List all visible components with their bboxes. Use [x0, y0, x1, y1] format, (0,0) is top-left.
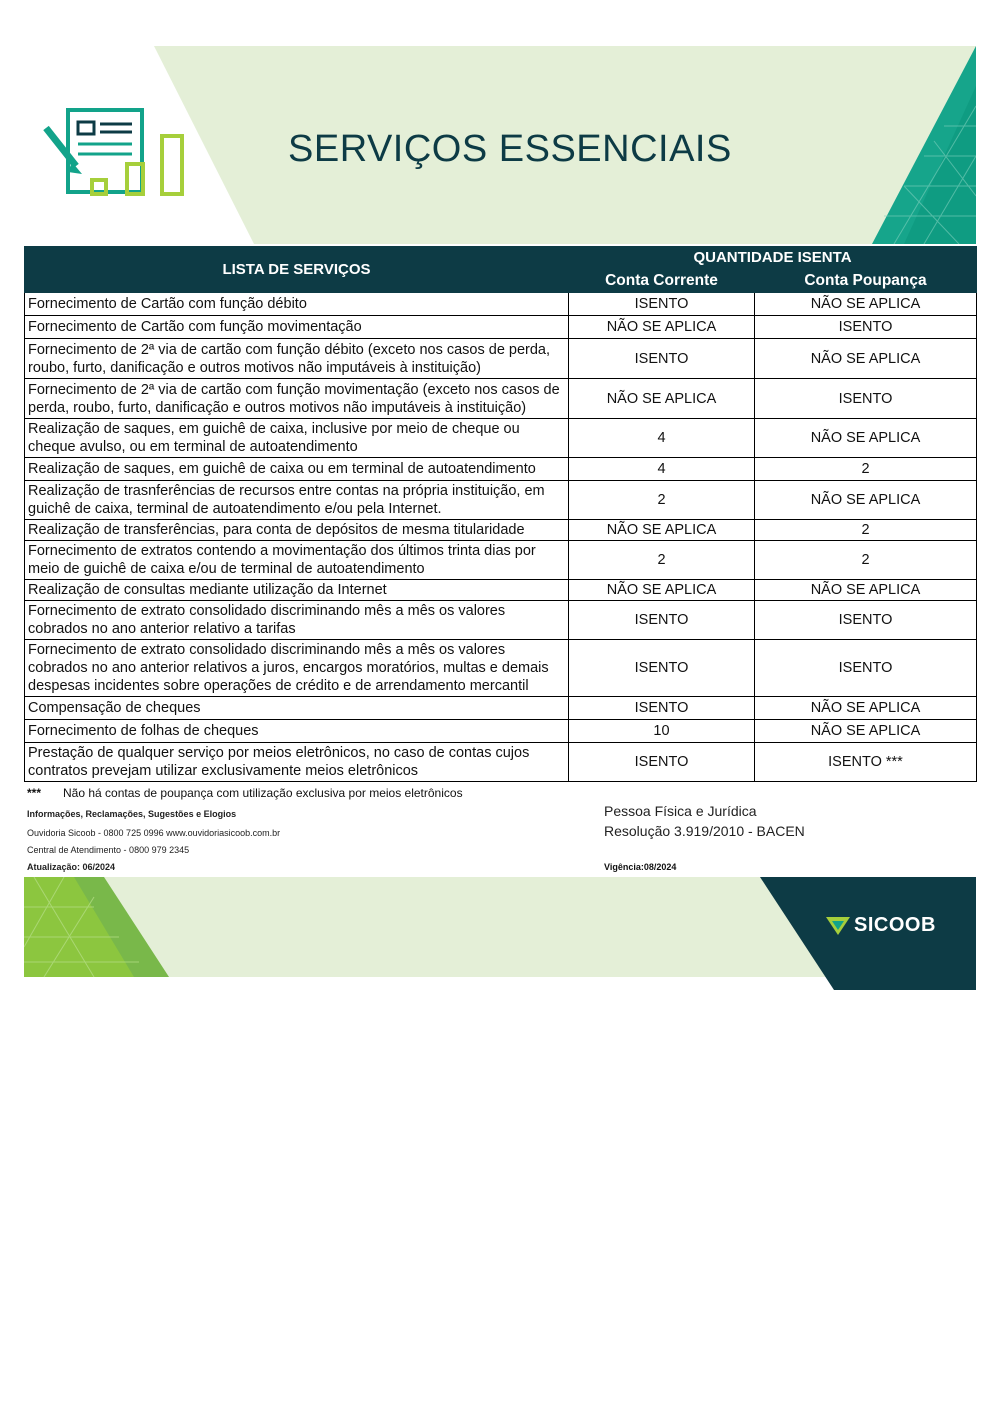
footnote-text: Não há contas de poupança com utilização exclusiva por meios eletrônicos: [63, 786, 463, 800]
table-row: [25, 520, 977, 541]
document-chart-icon: [42, 104, 192, 204]
validity-date: Vigência:08/2024: [604, 862, 677, 872]
service-cell: Fornecimento de extrato consolidado discriminando mês a mês os valores cobrados no ano anterior relativo a tarifas: [25, 601, 569, 640]
poupanca-cell: NÃO SE APLICA: [755, 697, 977, 720]
service-cell: Fornecimento de 2ª via de cartão com função débito (exceto nos casos de perda, roubo, furto, danificação e outros motivos não imputáveis à instituição): [25, 339, 569, 379]
table-row: [25, 601, 977, 640]
poupanca-cell: NÃO SE APLICA: [755, 481, 977, 520]
poupanca-cell: 2: [755, 520, 977, 541]
corrente-cell: ISENTO: [569, 293, 755, 316]
service-cell: Fornecimento de extratos contendo a movimentação dos últimos trinta dias por meio de guichê de caixa e/ou de terminal de autoatendimento: [25, 541, 569, 580]
corrente-cell: ISENTO: [569, 743, 755, 782]
update-date: Atualização: 06/2024: [27, 862, 116, 872]
table-row: [25, 316, 977, 339]
corrente-cell: ISENTO: [569, 339, 755, 379]
poupanca-cell: 2: [755, 458, 977, 481]
column-header-conta-corrente: Conta Corrente: [569, 270, 755, 293]
column-header-conta-poupanca: Conta Poupança: [755, 270, 977, 293]
column-header-services: LISTA DE SERVIÇOS: [25, 247, 569, 293]
corrente-cell: 4: [569, 419, 755, 458]
poupanca-cell: ISENTO: [755, 601, 977, 640]
poupanca-cell: ISENTO: [755, 316, 977, 339]
corrente-cell: 4: [569, 458, 755, 481]
service-cell: Realização de transferências, para conta de depósitos de mesma titularidade: [25, 520, 569, 541]
info-title: Informações, Reclamações, Sugestões e Elogios: [27, 809, 237, 819]
service-cell: Fornecimento de 2ª via de cartão com função movimentação (exceto nos casos de perda, roubo, furto, danificação e outros motivos não imputáveis à instituição): [25, 379, 569, 419]
corrente-cell: 2: [569, 481, 755, 520]
corrente-cell: NÃO SE APLICA: [569, 316, 755, 339]
table-row: [25, 697, 977, 720]
poupanca-cell: NÃO SE APLICA: [755, 720, 977, 743]
table-row: [25, 293, 977, 316]
page-title: SERVIÇOS ESSENCIAIS: [288, 128, 732, 170]
table-row: [25, 580, 977, 601]
corrente-cell: NÃO SE APLICA: [569, 580, 755, 601]
sicoob-logo-text: SICOOB: [854, 913, 936, 936]
service-cell: Compensação de cheques: [25, 697, 569, 720]
corrente-cell: NÃO SE APLICA: [569, 379, 755, 419]
table-row: [25, 640, 977, 697]
service-cell: Fornecimento de folhas de cheques: [25, 720, 569, 743]
resolution-label: Resolução 3.919/2010 - BACEN: [604, 823, 805, 839]
services-table: [24, 246, 977, 782]
poupanca-cell: ISENTO ***: [755, 743, 977, 782]
sicoob-logo: [826, 913, 936, 937]
table-row: [25, 379, 977, 419]
corrente-cell: ISENTO: [569, 697, 755, 720]
table-row: [25, 541, 977, 580]
audience-label: Pessoa Física e Jurídica: [604, 803, 757, 819]
table-row: [25, 743, 977, 782]
ouvidoria-contact: Ouvidoria Sicoob - 0800 725 0996 www.ouvidoriasicoob.com.br: [27, 828, 281, 838]
poupanca-cell: NÃO SE APLICA: [755, 293, 977, 316]
poupanca-cell: ISENTO: [755, 379, 977, 419]
footnote: [27, 786, 463, 800]
central-contact: Central de Atendimento - 0800 979 2345: [27, 845, 190, 855]
table-row: [25, 458, 977, 481]
table-row: [25, 419, 977, 458]
service-cell: Fornecimento de Cartão com função movimentação: [25, 316, 569, 339]
poupanca-cell: NÃO SE APLICA: [755, 419, 977, 458]
corrente-cell: NÃO SE APLICA: [569, 520, 755, 541]
table-row: [25, 720, 977, 743]
sicoob-logo-icon: [826, 913, 850, 937]
table-row: [25, 339, 977, 379]
poupanca-cell: ISENTO: [755, 640, 977, 697]
service-cell: Realização de trasnferências de recursos entre contas na própria instituição, em guichê de caixa, terminal de autoatendimento e/ou pela Internet.: [25, 481, 569, 520]
service-cell: Prestação de qualquer serviço por meios eletrônicos, no caso de contas cujos contratos prevejam utilizar exclusivamente meios eletrônicos: [25, 743, 569, 782]
service-cell: Fornecimento de Cartão com função débito: [25, 293, 569, 316]
corrente-cell: 2: [569, 541, 755, 580]
poupanca-cell: NÃO SE APLICA: [755, 339, 977, 379]
footnote-mark: ***: [27, 786, 42, 800]
column-group-header: QUANTIDADE ISENTA: [569, 247, 977, 270]
corrente-cell: ISENTO: [569, 601, 755, 640]
service-cell: Realização de saques, em guichê de caixa, inclusive por meio de cheque ou cheque avulso, ou em terminal de autoatendimento: [25, 419, 569, 458]
poupanca-cell: 2: [755, 541, 977, 580]
service-cell: Realização de consultas mediante utilização da Internet: [25, 580, 569, 601]
table-row: [25, 481, 977, 520]
service-cell: Fornecimento de extrato consolidado discriminando mês a mês os valores cobrados no ano anterior relativos a juros, encargos moratórios, multas e demais despesas incidentes sobre operações de crédito e de arrendamento mercantil: [25, 640, 569, 697]
corrente-cell: ISENTO: [569, 640, 755, 697]
poupanca-cell: NÃO SE APLICA: [755, 580, 977, 601]
service-cell: Realização de saques, em guichê de caixa ou em terminal de autoatendimento: [25, 458, 569, 481]
corrente-cell: 10: [569, 720, 755, 743]
